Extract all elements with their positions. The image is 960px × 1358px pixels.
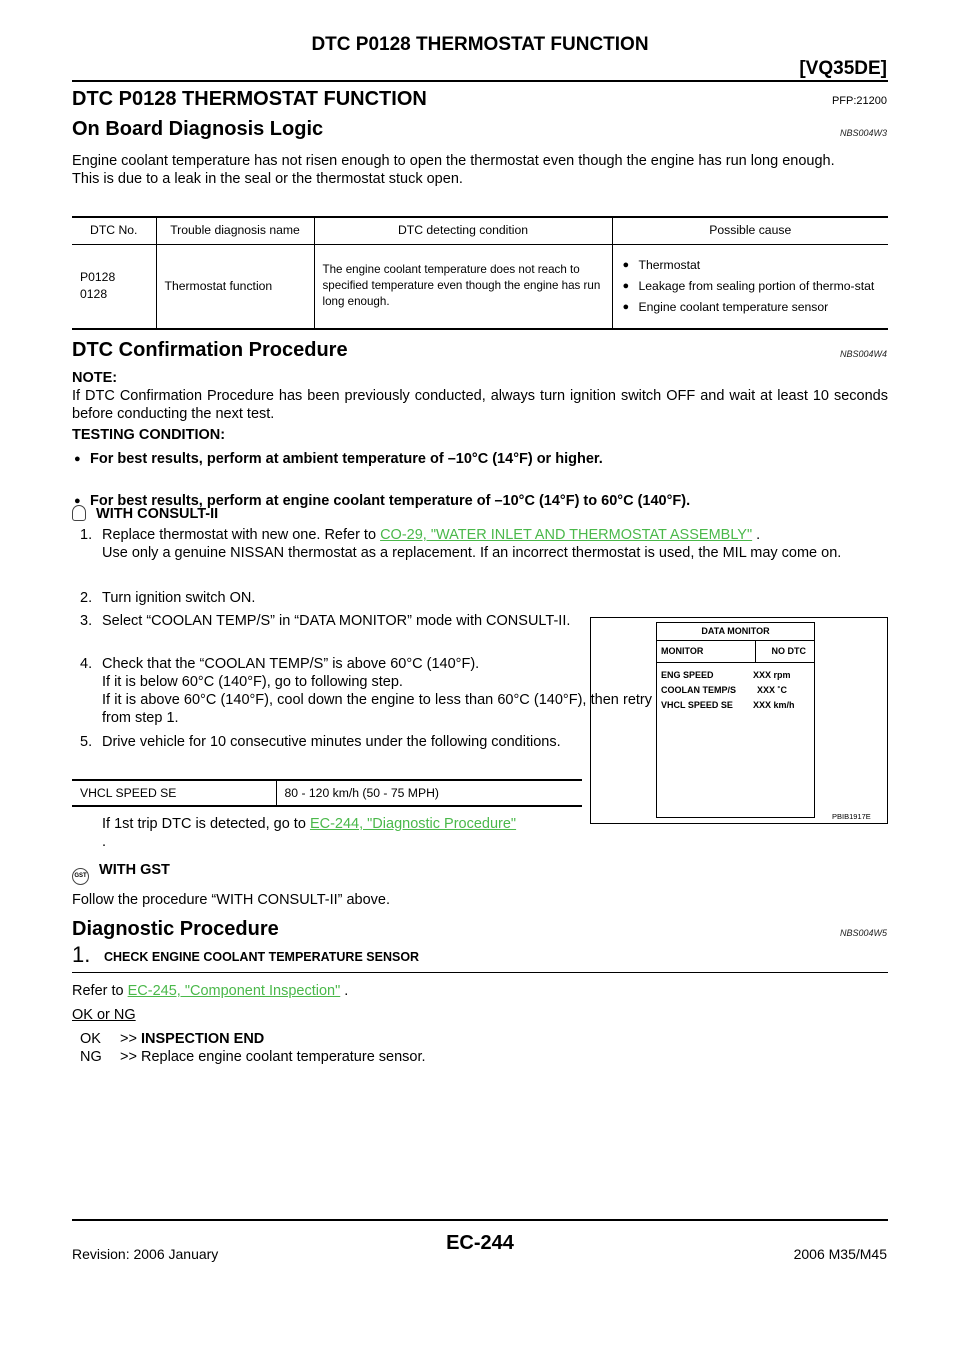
note-text: If DTC Confirmation Procedure has been previously conducted, always turn ignition switch OFF and wait at least 10 seconds before conducting the next test. [72,388,888,422]
testing-condition-label: TESTING CONDITION: [72,427,226,443]
speed-condition-label: VHCL SPEED SE [80,785,177,800]
section-heading-confirm: DTC Confirmation Procedure [72,339,348,361]
consult-screen [656,622,815,818]
testing-condition-item: ● For best results, perform at engine coolant temperature of –10°C (14°F) to 60°C (140°F). [72,492,888,510]
section-heading-obd: On Board Diagnosis Logic [72,118,324,140]
link-thermostat-assembly[interactable]: CO-29, "WATER INLET AND THERMOSTAT ASSEMBLY" [380,527,753,543]
dtc-col-header: Possible cause [612,218,888,244]
screen-row-label: VHCL SPEED SE [661,700,733,710]
diag-step-divider [72,972,888,973]
screen-title: DATA MONITOR [657,623,814,641]
part-number: PFP:21200 [831,95,887,107]
result-ok: OK >> INSPECTION END [80,1031,265,1047]
with-gst-heading: GST WITH GST [72,862,170,885]
dtc-table [72,216,888,330]
screen-row-label: ENG SPEED [661,670,714,680]
section-ref-diag: NBS004W5 [839,928,887,938]
cause-item: ● Engine coolant temperature sensor [621,299,881,316]
section-heading-diag: Diagnostic Procedure [72,918,279,940]
page-title: DTC P0128 THERMOSTAT FUNCTION [72,88,427,110]
gst-tool-icon: GST [72,868,89,885]
dtc-number-alt: 0128 [80,287,108,302]
dtc-col-header: DTC No. [72,218,156,244]
running-header-model: [VQ35DE] [799,58,887,79]
screen-row-value: XXX ˚C [757,685,788,695]
cause-item: ● Thermostat [621,257,881,274]
diag-step-number: 1. [72,942,91,967]
dtc-cause-cell [612,244,888,328]
header-divider [72,80,888,82]
screen-row-value: XXX km/h [753,700,795,710]
dtc-number: P0128 [80,270,116,285]
dtc-condition-cell: The engine coolant temperature does not reach to specified temperature even though the engine has run long enough. [314,244,612,328]
ok-or-ng-label: OK or NG [72,1007,136,1023]
speed-condition-value: 80 - 120 km/h (50 - 75 MPH) [276,781,582,805]
obd-line-2: This is due to a leak in the seal or the thermostat stuck open. [72,171,463,187]
with-consult-heading: WITH CONSULT-II [72,505,218,522]
speed-condition-table [72,779,582,807]
result-ng: NG >> Replace engine coolant temperature sensor. [80,1049,426,1065]
link-diagnostic-procedure[interactable]: EC-244, "Diagnostic Procedure" [309,816,517,832]
diag-refer-text: Refer to EC-245, "Component Inspection" . [72,983,349,999]
footer-divider [72,1219,888,1221]
dtc-col-header: DTC detecting condition [314,218,612,244]
screen-column-headers: MONITOR NO DTC [657,641,814,663]
figure-code: PBIB1917E [832,812,871,821]
note-label: NOTE: [72,370,118,386]
cause-item: ● Leakage from sealing portion of thermo-stat [621,278,881,295]
gst-text: Follow the procedure “WITH CONSULT-II” above. [72,892,391,908]
link-component-inspection[interactable]: EC-245, "Component Inspection" [127,983,341,999]
after-drive-text: If 1st trip DTC is detected, go to EC-244, "Diagnostic Procedure" . [102,816,517,850]
obd-paragraph [72,152,888,188]
dtc-number-cell [72,244,156,328]
section-ref-obd: NBS004W3 [839,128,887,138]
dtc-name-cell: Thermostat function [156,244,314,328]
screen-row-label: COOLAN TEMP/S [661,685,737,695]
testing-condition-item: ● For best results, perform at ambient temperature of –10°C (14°F) or higher. [72,450,888,468]
diag-step-title: CHECK ENGINE COOLANT TEMPERATURE SENSOR [104,950,420,964]
step1-continuation: Use only a genuine NISSAN thermostat as a replacement. If an incorrect thermostat is used, the MIL may come on. [102,545,842,561]
dtc-col-header: Trouble diagnosis name [156,218,314,244]
vehicle-model: 2006 M35/M45 [793,1246,887,1262]
revision-date: Revision: 2006 January [72,1246,219,1262]
running-header-title: DTC P0128 THERMOSTAT FUNCTION [311,34,649,55]
obd-line-1: Engine coolant temperature has not risen enough to open the thermostat even though the engine has run long enough. [72,153,835,169]
screen-row-value: XXX rpm [753,670,791,680]
consult-tool-icon [72,505,86,521]
page-number: EC-244 [446,1232,514,1254]
section-ref-confirm: NBS004W4 [839,349,887,359]
